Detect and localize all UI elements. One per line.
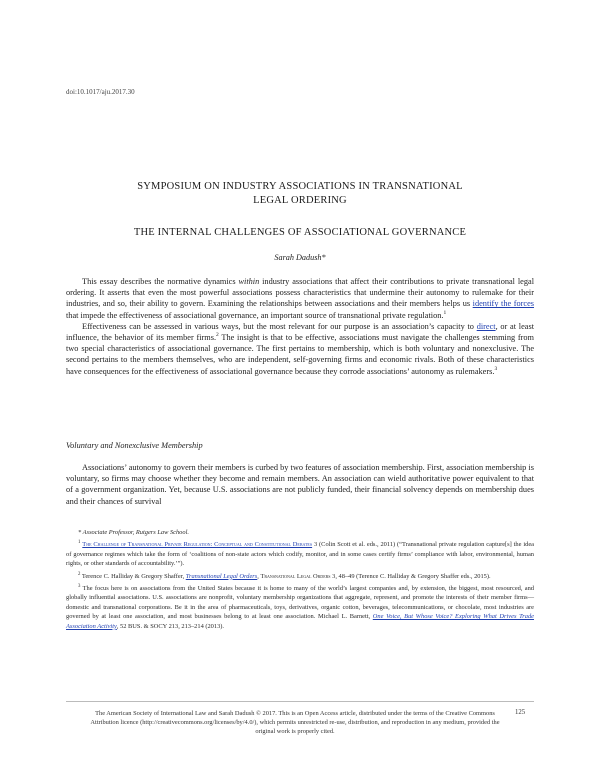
direct-link[interactable]: direct — [476, 321, 496, 331]
symposium-line-2: LEGAL ORDERING — [253, 195, 347, 206]
footnote-star: * Associate Professor, Rutgers Law School. — [78, 529, 189, 536]
footnote-3-link[interactable]: One Voice, But Whose Voice? Exploring What Drives Trade Association Activity — [66, 613, 534, 630]
section-heading: Voluntary and Nonexclusive Membership — [66, 441, 203, 450]
footnote-1-link[interactable]: The Challenge of Transnational Private Regulation: Conceptual and Constitutional Debates — [82, 541, 313, 549]
paragraph-2: Effectiveness can be assessed in various ways, but the most relevant for our purpose is an association’s capacity to direct, or at least influence, the behavior of its member firms.$^2$ The insight is that to be effective, associations must navigate the challenges stemming from two special characteristics of associational governance. The first pertains to membership, which is both voluntary and nonexclusive. The second pertains to the members themselves, who are independent, self-governing firms and economic rivals. Both of these characteristics have consequences for the effectiveness of associational governance because they corrode associations’ autonomy as rulemakers.$^3$ — [66, 321, 535, 376]
copyright-footer: The American Society of International Law and Sarah Dadush © 2017. This is an Open Access article, distributed under the terms of the Creative Commons Attribution licence (http://creativecommons.org/licenses/by/4.0/), which permits unrestricted re-use, distribution, and reproduction in any medium, provided the original work is properly cited. — [90, 710, 500, 736]
symposium-line-1: SYMPOSIUM ON INDUSTRY ASSOCIATIONS IN TRANSNATIONAL — [137, 181, 463, 192]
footnote-ref-2[interactable]: 2 — [216, 332, 219, 339]
author: Sarah Dadush* — [274, 253, 326, 262]
article-title: THE INTERNAL CHALLENGES OF ASSOCIATIONAL GOVERNANCE — [133, 227, 467, 238]
footnote-2: $^2$ Terence C. Halliday & Gregory Shaffer, Transnational Legal Orders, Transnational Legal Orders 3, 48–49 (Terence C. Halliday & Gregory Shaffer eds., 2015). — [78, 571, 491, 580]
footnote-2-link[interactable]: Transnational Legal Orders — [185, 572, 258, 580]
footer-divider — [66, 701, 534, 702]
identify-forces-link[interactable]: identify the forces — [472, 299, 535, 309]
footnote-ref-3[interactable]: 3 — [494, 365, 498, 372]
paragraph-3: Associations’ autonomy to govern their members is curbed by two features of association membership. First, association membership is voluntary, so firms may choose whether they become and remain members. An association can wield authoritative power equivalent to that of a government organization. Yet, because U.S. associations are not publicly funded, their financial solvency depends on membership dues and their chances of survival — [66, 463, 534, 506]
footnote-1: $^1$ The Challenge of Transnational Private Regulation: Conceptual and Constitutional Debates 3 (Colin Scott et al. eds., 2011) (“Transnational private regulation capture[s] the idea of governance regimes which take the form of ‘coalitions of non-state actors which codify, monitor, and in some cases certify firms’ compliance with labor, environmental, human rights, or other standards of accountability.’”). — [66, 540, 534, 568]
doi: doi:10.1017/aju.2017.30 — [66, 88, 135, 96]
page-number: 125 — [515, 709, 526, 716]
footnote-3: $^3$ The focus here is on associations from the United States because it is home to many of the world’s largest companies and, by extension, the biggest, most resourced, and globally influential associations. U.S. associations are nonprofit, voluntary membership organizations that aggregate, represent, and promote the interests of their member firms—domestic and transnational corporations. Be it in the area of pharmaceuticals, toys, derivatives, organic cotton, beverages, telecommunications, or chocolate, most industries are governed by at least one association, and most businesses belong to at least one association. Michael L. Barnett, One Voice, But Whose Voice? Exploring What Drives Trade Association Activity, 52 BUS. & SOCY 213, 213–214 (2013). — [66, 583, 535, 630]
footnotes — [66, 528, 534, 634]
symposium-heading — [66, 180, 534, 208]
intro-text — [66, 276, 534, 377]
footnote-ref-1[interactable]: 1 — [443, 309, 447, 316]
paragraph-1: This essay describes the normative dynamics within industry associations that affect their contributions to private transnational legal ordering. It asserts that even the most powerful associations possess characteristics that undermine their autonomy to rulemake for their industries, and so, their ability to govern. Examining the relationships between associations and their members helps us identify the forces that impede the effectiveness of associational governance, an important source of transnational private regulation.$^1$ — [66, 277, 535, 320]
section-text — [66, 462, 534, 507]
